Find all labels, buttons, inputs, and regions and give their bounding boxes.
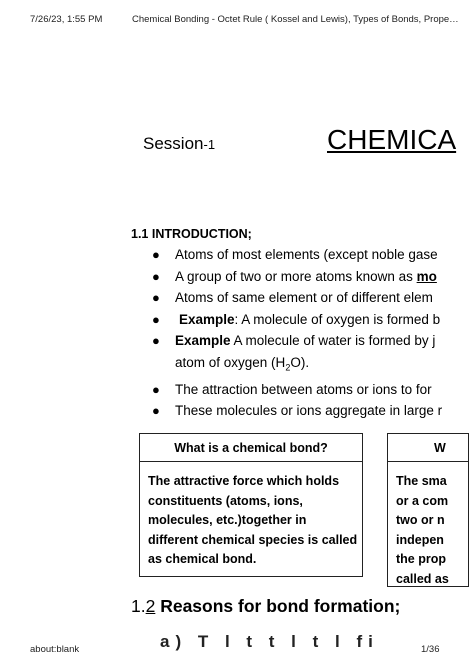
bullet-text: The attraction between atoms or ions to for <box>175 381 432 397</box>
subsection-title: Reasons for bond formation; <box>155 596 401 616</box>
session-text: Session <box>143 134 204 153</box>
box-body <box>140 462 362 570</box>
bullet-text: Atoms of most elements (except noble gase <box>175 247 438 262</box>
subscript: 2 <box>285 362 291 373</box>
bullet-bold: Example <box>175 333 231 348</box>
list-item <box>150 400 442 422</box>
box-line: constituents (atoms, ions, <box>148 493 303 508</box>
box-title: What is a chemical bond? <box>140 434 362 462</box>
document-title: CHEMICA <box>327 124 457 155</box>
subsection-number: 1. <box>131 596 146 616</box>
box-line: as chemical bond. <box>148 552 257 566</box>
bullet-icon: ● <box>152 403 160 419</box>
box-line: the prop <box>396 552 446 566</box>
list-item <box>150 244 442 266</box>
bullet-bold: Example <box>179 311 235 327</box>
bullet-icon: ● <box>152 381 160 397</box>
box-line: molecules, etc.)together in <box>148 513 307 527</box>
bullet-text: A molecule of water is formed by j <box>230 333 436 348</box>
bullet-text: A group of two or more atoms known as <box>175 268 417 284</box>
subsection-heading <box>131 596 400 617</box>
box-line: called as <box>396 571 449 586</box>
print-page-title: Chemical Bonding - Octet Rule ( Kossel and Lewis), Types of Bonds, Prope… <box>132 14 459 25</box>
box-line: or a com <box>396 493 449 508</box>
subsection-number-underlined: 2 <box>145 596 156 616</box>
bullet-icon: ● <box>152 311 160 327</box>
print-date: 7/26/23, 1:55 PM <box>30 14 103 25</box>
print-url: about:blank <box>30 644 80 655</box>
intro-bullet-list <box>150 244 442 422</box>
cut-off-text-line: a) T l t t l t l fi <box>160 632 379 651</box>
list-item <box>150 330 442 379</box>
list-item <box>150 287 442 309</box>
session-label <box>143 134 215 154</box>
section-heading: 1.1 INTRODUCTION; <box>131 227 252 241</box>
list-item <box>150 309 442 331</box>
box-line: The sma <box>396 474 447 488</box>
session-number: -1 <box>203 137 216 152</box>
bullet-icon: ● <box>152 247 160 262</box>
list-item <box>150 379 442 401</box>
bullet-text: Atoms of same element or of different elem <box>175 290 433 305</box>
chemical-bond-definition-box <box>139 433 363 577</box>
bullet-text: These molecules or ions aggregate in large r <box>175 403 443 419</box>
second-definition-box <box>387 433 469 587</box>
box-line: indepen <box>396 532 444 547</box>
box-line: different chemical species is called <box>148 532 358 547</box>
list-item <box>150 266 442 288</box>
page-number: 1/36 <box>421 644 440 655</box>
bullet-icon: ● <box>152 268 160 284</box>
bullet-text: : A molecule of oxygen is formed b <box>234 311 441 327</box>
bullet-text-continued: atom of oxygen (H <box>175 354 286 370</box>
bullet-text-continued: O). <box>290 354 310 370</box>
box-title: W <box>388 434 468 462</box>
bullet-emphasis: mo <box>416 268 437 284</box>
box-line: The attractive force which holds <box>148 474 340 488</box>
box-body <box>388 462 468 589</box>
bullet-icon: ● <box>152 333 160 348</box>
box-line: two or n <box>396 513 445 527</box>
bullet-icon: ● <box>152 290 160 305</box>
